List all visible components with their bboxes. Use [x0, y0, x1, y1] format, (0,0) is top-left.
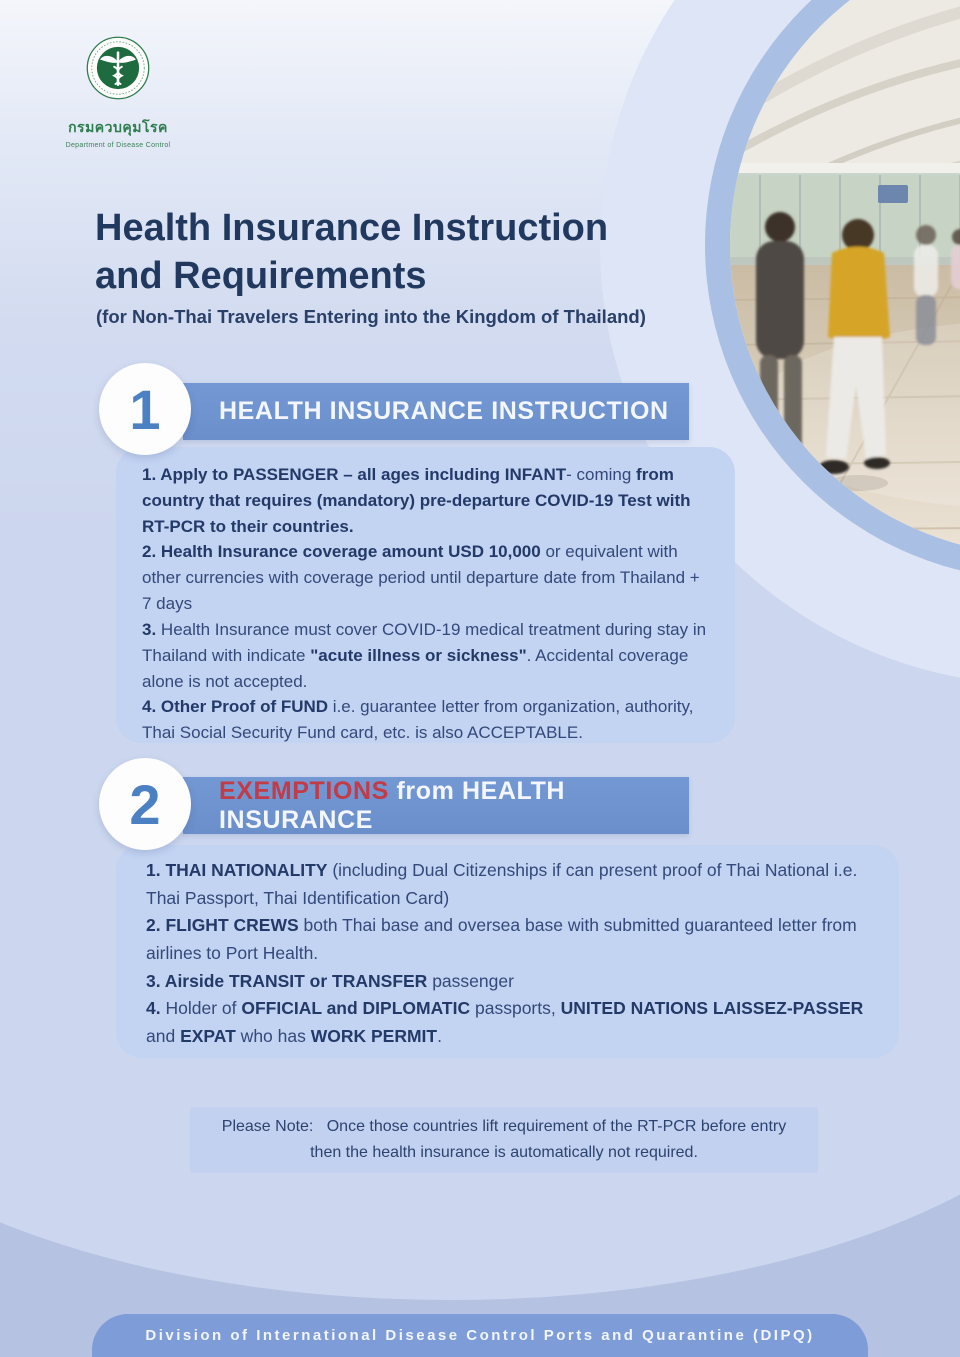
section-2-header [183, 777, 689, 834]
text-segment: 1. Apply to PASSENGER – all ages including INFANT [142, 465, 567, 484]
text-segment: i.e. guarantee letter from organization, authority, Thai Social Security Fund card, etc. is also ACCEPTABLE. [142, 697, 694, 743]
section-2-number: 2 [129, 772, 161, 836]
section-1-header [183, 383, 689, 440]
page-title-line1: Health Insurance Instruction [95, 207, 609, 249]
section-2-number-badge [99, 758, 191, 850]
text-segment: from HEALTH INSURANCE [219, 776, 566, 834]
list-item [142, 694, 709, 746]
text-segment: . [437, 1025, 442, 1046]
text-segment: "acute illness or sickness" [310, 645, 527, 665]
page-title [95, 204, 608, 301]
section-1-number-badge [99, 363, 191, 455]
text-segment: WORK PERMIT [310, 1025, 438, 1046]
list-item [146, 968, 869, 996]
note-box [190, 1107, 818, 1173]
text-segment: passports, [470, 998, 561, 1019]
text-segment: 4. Other Proof of FUND [142, 697, 329, 717]
text-segment: and [146, 1025, 181, 1046]
text-segment: EXPAT [180, 1025, 236, 1046]
section-2-title [219, 777, 689, 835]
text-segment: passenger [427, 970, 514, 991]
text-segment: 2. FLIGHT CREWS [146, 915, 299, 936]
text-segment: or equivalent with other currencies with coverage period until departure date from Thailand + 7 days [142, 542, 700, 614]
text-segment: - coming [566, 465, 637, 484]
list-item [142, 617, 709, 694]
text-segment: both Thai base and oversea base with submitted guaranteed letter from airlines to Port Health. [146, 915, 857, 963]
section-2-card [116, 845, 899, 1058]
footer-bar [92, 1314, 868, 1357]
page-subtitle: (for Non-Thai Travelers Entering into the Kingdom of Thailand) [96, 306, 646, 327]
text-segment: HEALTH INSURANCE INSTRUCTION [219, 397, 669, 425]
text-segment: OFFICIAL and DIPLOMATIC [241, 998, 471, 1019]
text-segment: from country that requires (mandatory) pre-departure COVID-19 Test with RT-PCR to their countries. [142, 465, 691, 536]
list-item [146, 995, 869, 1050]
text-segment: UNITED NATIONS LAISSEZ-PASSER [560, 998, 864, 1019]
department-logo [50, 36, 186, 149]
text-segment: 4. [146, 998, 161, 1019]
text-segment: 3. Airside TRANSIT or TRANSFER [146, 970, 428, 991]
text-segment: Holder of [160, 998, 242, 1019]
text-segment: who has [235, 1025, 311, 1046]
text-segment: 1. THAI NATIONALITY [146, 860, 328, 880]
note-text-block [190, 1114, 818, 1165]
logo-thai-name: กรมควบคุมโรค [68, 119, 168, 135]
list-item [146, 912, 869, 967]
text-segment: Health Insurance must cover COVID-19 medical treatment during stay in Thailand with indicate [142, 619, 707, 665]
section-1-number: 1 [129, 377, 161, 441]
text-segment: (including Dual Citizenships if can present proof of Thai National i.e. Thai Passport, Thai Identification Card) [146, 860, 858, 908]
list-item [142, 539, 709, 616]
note-label: Please Note: [221, 1118, 314, 1136]
note-text: Once those countries lift requirement of the RT-PCR before entry then the health insurance is automatically not required. [310, 1118, 787, 1161]
text-segment: 2. Health Insurance coverage amount USD 10,000 [142, 542, 541, 562]
page-title-line2: and Requirements [95, 255, 427, 298]
text-segment: 3. [142, 619, 157, 639]
logo-english-name: Department of Disease Control [65, 142, 171, 149]
footer-text: Division of International Disease Control Ports and Quarantine (DIPQ) [145, 1327, 815, 1344]
text-segment: EXEMPTIONS [219, 776, 389, 805]
text-segment: . Accidental coverage alone is not accepted. [142, 645, 689, 691]
list-item [142, 462, 709, 539]
list-item [146, 857, 869, 912]
section-1-card [116, 447, 735, 743]
department-seal-icon [86, 36, 150, 100]
section-1-title [219, 397, 669, 426]
